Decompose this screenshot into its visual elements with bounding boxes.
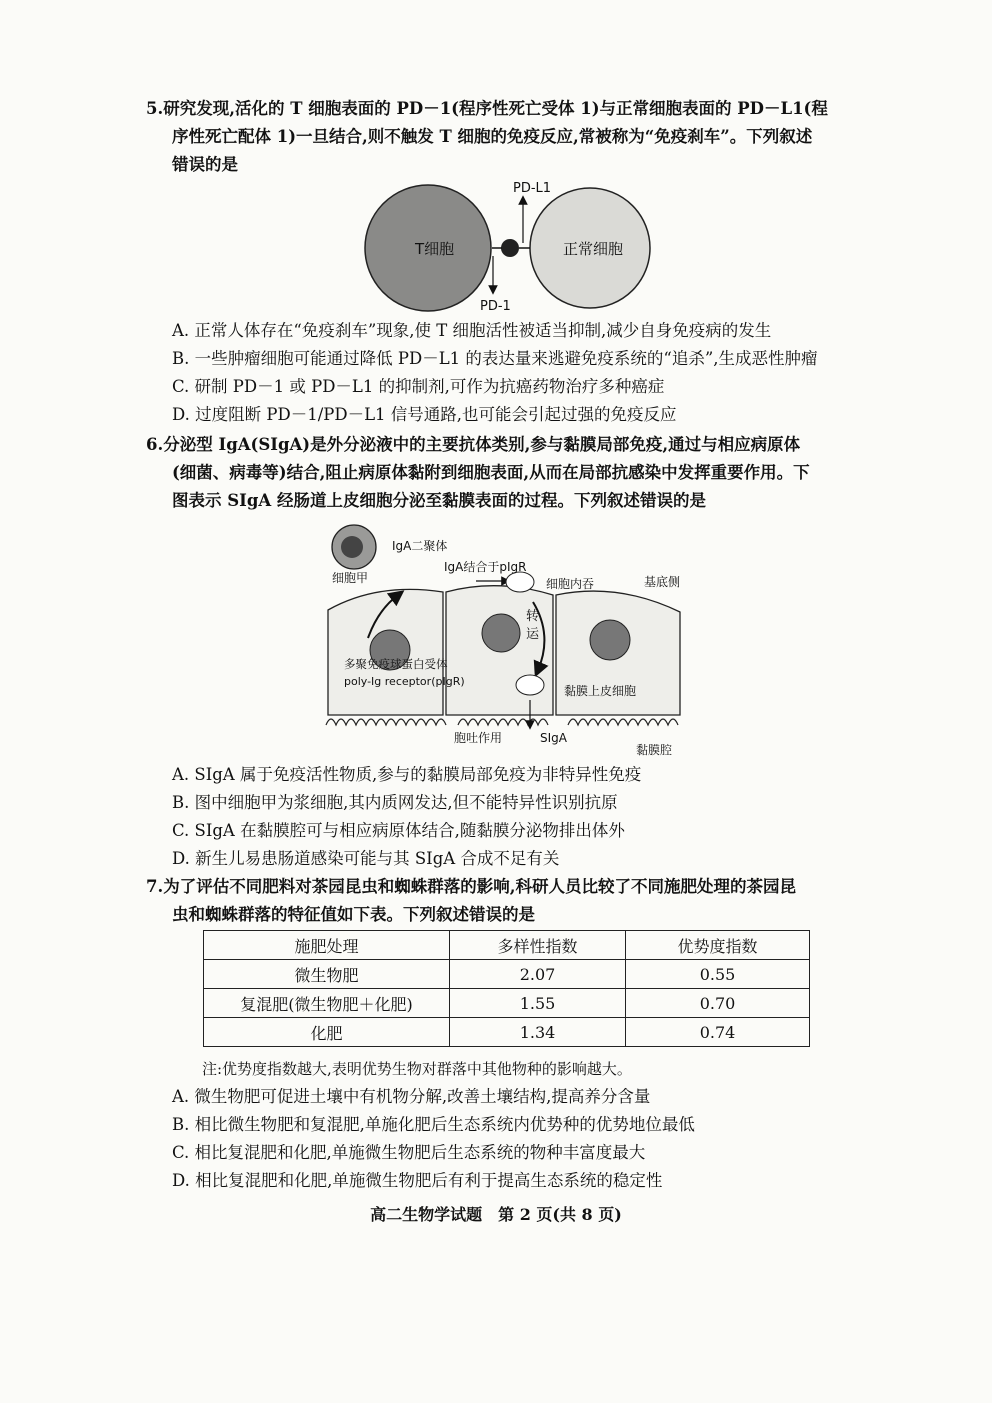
table-row	[204, 989, 810, 1018]
cell-a-label: 细胞甲	[332, 571, 369, 585]
q7-option-c: C. 相比复混肥和化肥,单施微生物肥后生态系统的物种丰富度最大	[172, 1143, 646, 1162]
q7-table-note: 注:优势度指数越大,表明优势生物对群落中其他物种的影响越大。	[202, 1060, 632, 1078]
q6-stem-line-2: (细菌、病毒等)结合,阻止病原体黏附到细胞表面,从而在局部抗感染中发挥重要作用。下	[172, 463, 810, 482]
q6-figure	[318, 520, 698, 760]
receptor-cn-label: 多聚免疫球蛋白受体	[344, 657, 448, 671]
q5-option-d: D. 过度阻断 PD－1/PD－L1 信号通路,也可能会引起过强的免疫反应	[172, 405, 677, 424]
transport-label-1: 转	[526, 609, 540, 624]
table-cell: 2.07	[450, 960, 626, 989]
q7-stem-line-2: 虫和蜘蛛群落的特征值如下表。下列叙述错误的是	[172, 905, 535, 924]
exocytosis-label: 胞吐作用	[454, 731, 503, 745]
q6-option-d: D. 新生儿易患肠道感染可能与其 SIgA 合成不足有关	[172, 849, 560, 868]
table-header-row	[204, 931, 810, 960]
q7-option-b: B. 相比微生物肥和复混肥,单施化肥后生态系统内优势种的优势地位最低	[172, 1115, 695, 1134]
pd1-label: PD-1	[480, 299, 511, 314]
q7-stem-line-1: 7.为了评估不同肥料对茶园昆虫和蜘蛛群落的影响,科研人员比较了不同施肥处理的茶园昆	[146, 877, 796, 896]
lumen-label: 黏膜腔	[636, 743, 673, 757]
q5-stem-line-2: 序性死亡配体 1)一旦结合,则不触发 T 细胞的免疫反应,常被称为“免疫刹车”。下列叙述	[172, 127, 813, 146]
table-header: 优势度指数	[626, 931, 810, 960]
iga-bind-label: IgA结合于pIgR	[444, 560, 527, 574]
epithelial-label: 黏膜上皮细胞	[564, 684, 637, 698]
page-footer: 高二生物学试题 第 2 页(共 8 页)	[370, 1205, 622, 1224]
q5-option-c: C. 研制 PD－1 或 PD－L1 的抑制剂,可作为抗癌药物治疗多种癌症	[172, 377, 665, 396]
table-cell: 微生物肥	[204, 960, 450, 989]
endocytosis-label: 细胞内吞	[546, 577, 595, 591]
q6-stem-line-3: 图表示 SIgA 经肠道上皮细胞分泌至黏膜表面的过程。下列叙述错误的是	[172, 491, 706, 510]
q5-option-b: B. 一些肿瘤细胞可能通过降低 PD－L1 的表达量来逃避免疫系统的“追杀”,生成恶性肿瘤	[172, 349, 818, 368]
iga-dimer-label: IgA二聚体	[392, 539, 448, 553]
nucleus-3	[590, 620, 630, 660]
q5-figure	[355, 178, 665, 318]
normal-cell-label: 正常细胞	[563, 240, 624, 258]
q6-option-a: A. SIgA 属于免疫活性物质,参与的黏膜局部免疫为非特异性免疫	[172, 765, 642, 784]
cell-a-nucleus	[341, 536, 363, 558]
pdl1-label: PD-L1	[513, 181, 552, 196]
table-cell: 化肥	[204, 1018, 450, 1047]
receptor-en-label: poly-Ig receptor(pIgR)	[344, 675, 465, 688]
endocytic-vesicle	[506, 572, 534, 592]
table-cell: 0.70	[626, 989, 810, 1018]
q5-stem-line-3: 错误的是	[172, 155, 238, 174]
transport-label-2: 运	[526, 627, 540, 642]
exocytic-vesicle	[516, 675, 544, 695]
table-cell: 1.34	[450, 1018, 626, 1047]
sigA-label: SIgA	[540, 731, 567, 745]
table-row	[204, 960, 810, 989]
table-cell: 0.55	[626, 960, 810, 989]
table-cell: 0.74	[626, 1018, 810, 1047]
q6-option-c: C. SIgA 在黏膜腔可与相应病原体结合,随黏膜分泌物排出体外	[172, 821, 625, 840]
q5-option-a: A. 正常人体存在“免疫刹车”现象,使 T 细胞活性被适当抑制,减少自身免疫病的发生	[172, 321, 772, 340]
q5-stem-line-1: 5.研究发现,活化的 T 细胞表面的 PD－1(程序性死亡受体 1)与正常细胞表面的 PD－L1(程	[146, 99, 828, 118]
t-cell-label: T细胞	[415, 240, 455, 258]
table-row	[204, 1018, 810, 1047]
nucleus-2	[482, 614, 520, 652]
basal-side-label: 基底侧	[644, 575, 681, 589]
table-cell: 复混肥(微生物肥＋化肥)	[204, 989, 450, 1018]
table-cell: 1.55	[450, 989, 626, 1018]
q7-option-a: A. 微生物肥可促进土壤中有机物分解,改善土壤结构,提高养分含量	[172, 1087, 651, 1106]
fertilizer-table	[203, 930, 810, 1047]
q7-option-d: D. 相比复混肥和化肥,单施微生物肥后有利于提高生态系统的稳定性	[172, 1171, 663, 1190]
pd1-pdl1-complex	[501, 239, 519, 257]
table-header: 多样性指数	[450, 931, 626, 960]
table-header: 施肥处理	[204, 931, 450, 960]
q6-stem-line-1: 6.分泌型 IgA(SIgA)是外分泌液中的主要抗体类别,参与黏膜局部免疫,通过与相应病原体	[146, 435, 801, 454]
microvilli	[326, 719, 678, 725]
q6-option-b: B. 图中细胞甲为浆细胞,其内质网发达,但不能特异性识别抗原	[172, 793, 618, 812]
